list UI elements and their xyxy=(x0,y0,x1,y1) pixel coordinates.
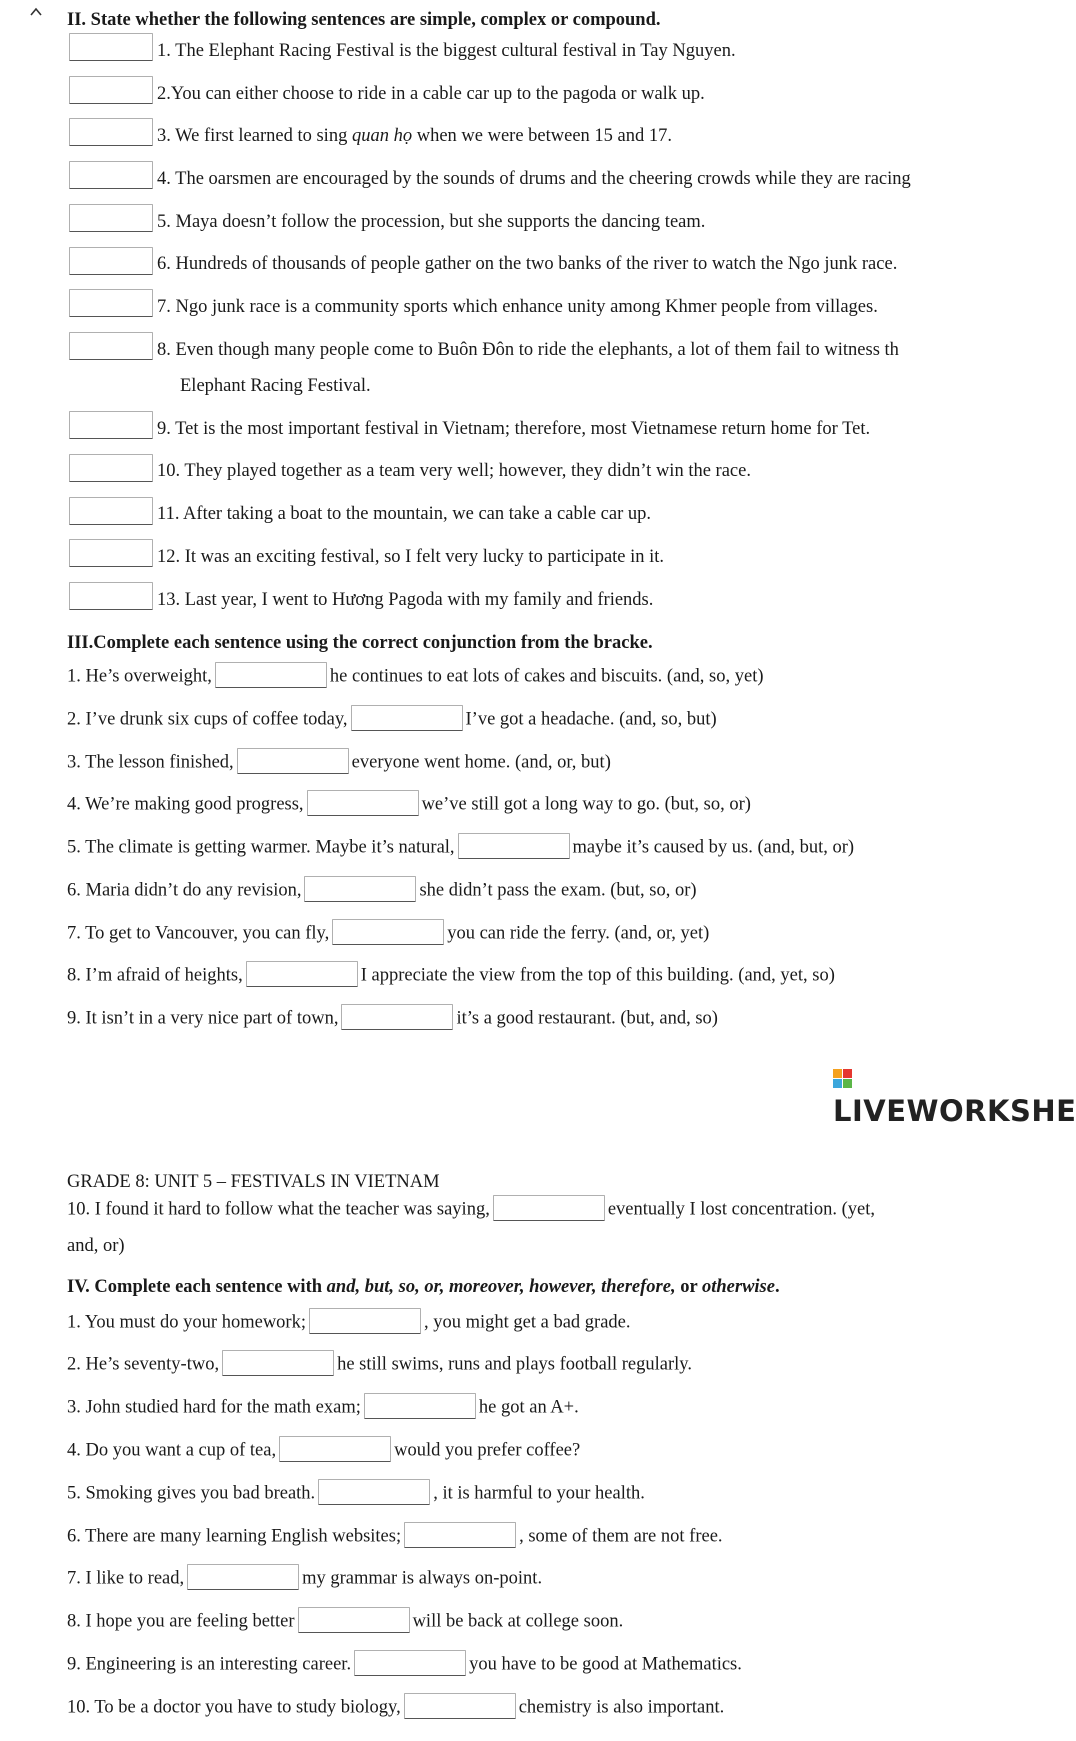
s3-item-7 xyxy=(67,921,709,947)
s4-item-1 xyxy=(67,1310,631,1336)
s3-item-4-before: 4. We’re making good progress, xyxy=(67,794,304,815)
answer-box-s2-2[interactable] xyxy=(69,76,153,104)
answer-box-s2-10[interactable] xyxy=(69,454,153,482)
s2-item-9: 9. Tet is the most important festival in Vietnam; therefore, most Vietnamese return home for Tet. xyxy=(157,419,871,439)
s4-item-1-before: 1. You must do your homework; xyxy=(67,1312,306,1333)
answer-box-s4-2[interactable] xyxy=(222,1350,334,1376)
s2-item-5: 5. Maya doesn’t follow the procession, but she supports the dancing team. xyxy=(157,212,706,232)
s4-item-3 xyxy=(67,1395,579,1421)
answer-box-s4-7[interactable] xyxy=(187,1564,299,1590)
s2-item-13: 13. Last year, I went to Hương Pagoda with my family and friends. xyxy=(157,590,654,610)
s4-item-2-before: 2. He’s seventy-two, xyxy=(67,1354,220,1375)
liveworksheets-logo xyxy=(833,1060,1076,1128)
answer-box-s3-3[interactable] xyxy=(237,748,349,774)
s3-item-6-after: she didn’t pass the exam. (but, so, or) xyxy=(419,880,697,901)
s4-title-otherwise: otherwise xyxy=(701,1277,775,1297)
s3-item-3 xyxy=(67,750,611,776)
s3-item-9-after: it’s a good restaurant. (but, and, so) xyxy=(456,1008,718,1029)
answer-box-s3-4[interactable] xyxy=(307,790,419,816)
s4-item-7-after: my grammar is always on-point. xyxy=(302,1568,543,1589)
s2-item-8-cont: Elephant Racing Festival. xyxy=(180,376,371,396)
s4-item-9 xyxy=(67,1652,742,1678)
s4-item-4 xyxy=(67,1438,580,1464)
s4-item-4-before: 4. Do you want a cup of tea, xyxy=(67,1440,277,1461)
s4-item-2 xyxy=(67,1352,692,1378)
s3-item-6 xyxy=(67,878,697,904)
answer-box-s4-1[interactable] xyxy=(309,1308,421,1334)
s4-item-10-after: chemistry is also important. xyxy=(518,1697,725,1718)
s4-item-3-after: he got an A+. xyxy=(478,1397,579,1418)
s4-title-end: . xyxy=(774,1277,780,1297)
s4-item-10-before: 10. To be a doctor you have to study biology, xyxy=(67,1697,401,1718)
s4-item-1-after: , you might get a bad grade. xyxy=(423,1312,631,1333)
s3-item-8-after: I appreciate the view from the top of this building. (and, yet, so) xyxy=(360,965,835,986)
answer-box-s3-6[interactable] xyxy=(304,876,416,902)
s2-item-12: 12. It was an exciting festival, so I felt very lucky to participate in it. xyxy=(157,547,665,567)
answer-box-s4-4[interactable] xyxy=(279,1436,391,1462)
s4-item-6 xyxy=(67,1524,723,1550)
s3-item-4-after: we’ve still got a long way to go. (but, so, or) xyxy=(421,794,751,815)
s4-title-conjunctions: and, but, so, or, moreover, however, therefore, xyxy=(326,1277,676,1297)
s3-item-3-after: everyone went home. (and, or, but) xyxy=(351,752,611,773)
s2-item-10: 10. They played together as a team very well; however, they didn’t win the race. xyxy=(157,461,751,481)
s4-item-5 xyxy=(67,1481,645,1507)
s3-item-1 xyxy=(67,664,764,690)
answer-box-s4-5[interactable] xyxy=(318,1479,430,1505)
answer-box-s3-2[interactable] xyxy=(351,705,463,731)
answer-box-s2-4[interactable] xyxy=(69,161,153,189)
answer-box-s2-1[interactable] xyxy=(69,33,153,61)
s3-item-3-before: 3. The lesson finished, xyxy=(67,752,234,773)
s3-item-2 xyxy=(67,707,717,733)
s3-item-8-before: 8. I’m afraid of heights, xyxy=(67,965,243,986)
section-4-title xyxy=(67,1276,780,1298)
answer-box-s2-8[interactable] xyxy=(69,332,153,360)
s3-item-10-before: 10. I found it hard to follow what the teacher was saying, xyxy=(67,1199,490,1220)
s3-item-1-after: he continues to eat lots of cakes and biscuits. (and, so, yet) xyxy=(329,666,764,687)
s2-item-4: 4. The oarsmen are encouraged by the sounds of drums and the cheering crowds while they are racing xyxy=(157,169,911,189)
s3-item-2-after: I’ve got a headache. (and, so, but) xyxy=(465,709,717,730)
answer-box-s2-12[interactable] xyxy=(69,539,153,567)
s2-item-8: 8. Even though many people come to Buôn Đôn to ride the elephants, a lot of them fail to witness th xyxy=(157,340,899,360)
s2-item-7: 7. Ngo junk race is a community sports which enhance unity among Khmer people from villages. xyxy=(157,297,878,317)
s4-item-8 xyxy=(67,1609,623,1635)
answer-box-s4-9[interactable] xyxy=(354,1650,466,1676)
s2-item-11: 11. After taking a boat to the mountain, we can take a cable car up. xyxy=(157,504,651,524)
s3-item-9 xyxy=(67,1006,718,1032)
s3-item-10 xyxy=(67,1197,875,1223)
answer-box-s2-3[interactable] xyxy=(69,118,153,146)
answer-box-s4-10[interactable] xyxy=(404,1693,516,1719)
s3-item-8 xyxy=(67,963,835,989)
s3-item-4 xyxy=(67,792,751,818)
answer-box-s3-9[interactable] xyxy=(341,1004,453,1030)
answer-box-s4-3[interactable] xyxy=(364,1393,476,1419)
s3-item-9-before: 9. It isn’t in a very nice part of town, xyxy=(67,1008,339,1029)
page-header: GRADE 8: UNIT 5 – FESTIVALS IN VIETNAM xyxy=(67,1172,440,1192)
s4-item-7-before: 7. I like to read, xyxy=(67,1568,185,1589)
s4-item-5-before: 5. Smoking gives you bad breath. xyxy=(67,1483,316,1504)
answer-box-s3-1[interactable] xyxy=(215,662,327,688)
section-2-title: II. State whether the following sentences are simple, complex or compound. xyxy=(67,10,661,30)
s3-item-5 xyxy=(67,835,854,861)
s2-item-6: 6. Hundreds of thousands of people gather on the two banks of the river to watch the Ngo junk race. xyxy=(157,254,898,274)
s4-title-mid: or xyxy=(675,1277,702,1297)
s3-item-1-before: 1. He’s overweight, xyxy=(67,666,212,687)
answer-box-s2-9[interactable] xyxy=(69,411,153,439)
s3-item-10-cont: and, or) xyxy=(67,1236,125,1256)
s4-item-9-after: you have to be good at Mathematics. xyxy=(469,1654,742,1675)
s4-item-5-after: , it is harmful to your health. xyxy=(433,1483,645,1504)
s4-item-6-before: 6. There are many learning English websites; xyxy=(67,1526,402,1547)
s4-item-2-after: he still swims, runs and plays football regularly. xyxy=(337,1354,692,1375)
s3-item-7-before: 7. To get to Vancouver, you can fly, xyxy=(67,923,330,944)
liveworksheets-logo-icon xyxy=(833,1069,853,1089)
s4-item-6-after: , some of them are not free. xyxy=(519,1526,723,1547)
answer-box-s3-7[interactable] xyxy=(332,919,444,945)
s3-item-7-after: you can ride the ferry. (and, or, yet) xyxy=(447,923,710,944)
chevron-up-icon[interactable] xyxy=(30,6,42,18)
s4-item-9-before: 9. Engineering is an interesting career. xyxy=(67,1654,352,1675)
answer-box-s2-5[interactable] xyxy=(69,204,153,232)
s4-item-10 xyxy=(67,1695,724,1721)
s4-item-4-after: would you prefer coffee? xyxy=(394,1440,581,1461)
section-3-title: III.Complete each sentence using the correct conjunction from the bracke. xyxy=(67,633,653,653)
s4-title-prefix: IV. Complete each sentence with xyxy=(67,1277,327,1297)
answer-box-s2-6[interactable] xyxy=(69,247,153,275)
answer-box-s2-13[interactable] xyxy=(69,582,153,610)
s3-item-5-before: 5. The climate is getting warmer. Maybe it’s natural, xyxy=(67,837,455,858)
answer-box-s4-8[interactable] xyxy=(298,1607,410,1633)
s4-item-8-after: will be back at college soon. xyxy=(412,1611,624,1632)
answer-box-s3-8[interactable] xyxy=(246,961,358,987)
s3-item-10-after: eventually I lost concentration. (yet, xyxy=(607,1199,875,1220)
answer-box-s2-7[interactable] xyxy=(69,289,153,317)
s2-item-1: 1. The Elephant Racing Festival is the biggest cultural festival in Tay Nguyen. xyxy=(157,41,736,61)
logo-text: LIVEWORKSHE xyxy=(833,1094,1076,1128)
s3-item-6-before: 6. Maria didn’t do any revision, xyxy=(67,880,302,901)
s4-item-7 xyxy=(67,1566,542,1592)
s2-item-3: 3. We first learned to sing quan họ when we were between 15 and 17. xyxy=(157,126,673,146)
answer-box-s3-10[interactable] xyxy=(493,1195,605,1221)
answer-box-s2-11[interactable] xyxy=(69,497,153,525)
answer-box-s3-5[interactable] xyxy=(458,833,570,859)
s3-item-5-after: maybe it’s caused by us. (and, but, or) xyxy=(572,837,855,858)
s2-item-2: 2.You can either choose to ride in a cable car up to the pagoda or walk up. xyxy=(157,84,705,104)
s4-item-8-before: 8. I hope you are feeling better xyxy=(67,1611,295,1632)
s3-item-2-before: 2. I’ve drunk six cups of coffee today, xyxy=(67,709,348,730)
answer-box-s4-6[interactable] xyxy=(404,1522,516,1548)
s4-item-3-before: 3. John studied hard for the math exam; xyxy=(67,1397,361,1418)
